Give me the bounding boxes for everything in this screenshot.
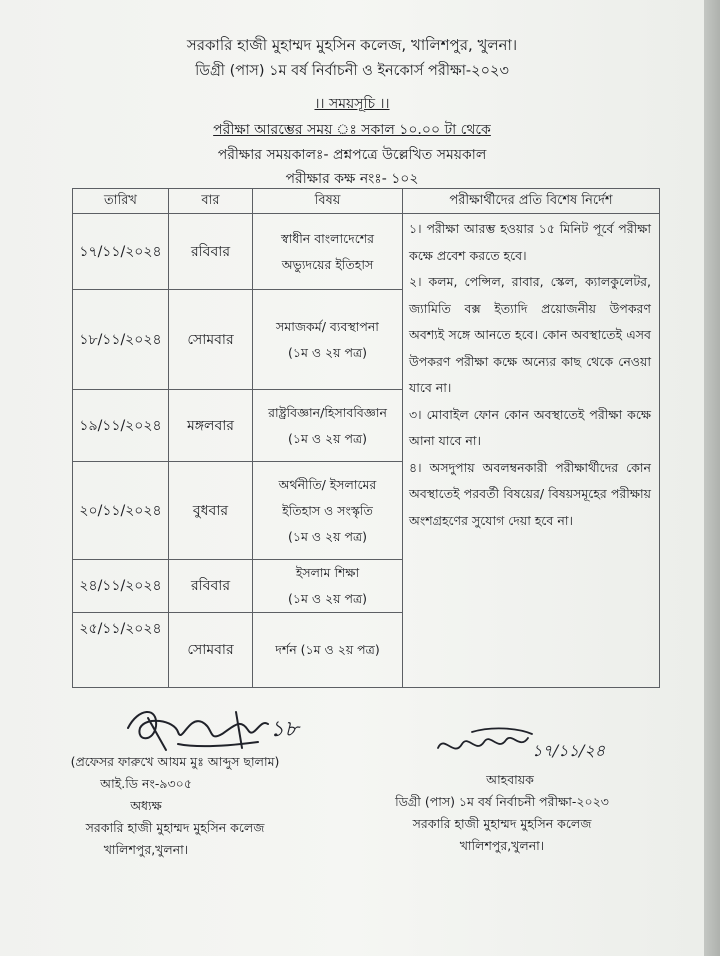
principal-id: আই.ডি নং-৯৩০৫ xyxy=(100,776,192,791)
principal-place: খালিশপুর,খুলনা। xyxy=(103,842,189,857)
row-subject xyxy=(253,390,403,462)
header-day: বার xyxy=(169,189,253,214)
row-day: মঙ্গলবার xyxy=(169,390,253,462)
row-day: বুধবার xyxy=(169,462,253,560)
start-time-text: পরীক্ষা আরম্ভের সময় ঃ সকাল ১০.০০ টা থেকে xyxy=(213,122,491,138)
principal-org: সরকারি হাজী মুহাম্মদ মুহসিন কলেজ xyxy=(85,820,265,835)
subject-line: স্বাধীন বাংলাদেশের xyxy=(280,230,375,246)
principal-name: (প্রফেসর ফারুখে আযম মুঃ আব্দুস ছালাম) xyxy=(70,754,280,769)
row-day: রবিবার xyxy=(169,214,253,290)
subject-line: (১ম ও ২য় পত্র) xyxy=(287,344,368,360)
principal-signature xyxy=(118,698,308,760)
subject-line: দর্শন (১ম ও ২য় পত্র) xyxy=(275,642,380,657)
row-subject xyxy=(253,560,403,613)
schedule-title-text: ।। সময়সূচি ।। xyxy=(314,96,390,112)
subject-line: ইসলাম শিক্ষা xyxy=(295,565,360,580)
row-day: সোমবার xyxy=(169,290,253,390)
header-instructions: পরীক্ষার্থীদের প্রতি বিশেষ নির্দেশ xyxy=(403,189,660,214)
header-subject: বিষয় xyxy=(253,189,403,214)
exam-room: পরীক্ষার কক্ষ নংঃ- ১০২ xyxy=(285,171,419,187)
schedule-title xyxy=(0,92,704,116)
subject-line: (১ম ও ২য় পত্র) xyxy=(287,430,368,446)
subject-line: অভ্যুদয়ের ইতিহাস xyxy=(281,256,374,272)
paper-edge-background xyxy=(704,0,720,956)
row-day: রবিবার xyxy=(169,560,253,613)
instructions-cell xyxy=(403,214,660,688)
exam-duration: পরীক্ষার সময়কালঃ- প্রশ্নপত্রে উল্লেখিত সময়কাল xyxy=(217,147,487,163)
subject-line: অর্থনীতি/ ইসলামের xyxy=(278,476,377,492)
row-date: ২৫/১১/২০২৪ xyxy=(73,613,169,688)
row-subject xyxy=(253,214,403,290)
subject-line: ইতিহাস ও সংস্কৃতি xyxy=(282,502,373,518)
row-date: ১৯/১১/২০২৪ xyxy=(73,390,169,462)
convener-org: সরকারি হাজী মুহাম্মদ মুহসিন কলেজ xyxy=(412,816,592,831)
principal-title: অধ্যক্ষ xyxy=(130,798,162,813)
row-subject xyxy=(253,613,403,688)
instruction-item: ১। পরীক্ষা আরম্ভ হওয়ার ১৫ মিনিট পূর্বে পরীক্ষা কক্ষে প্রবেশ করতে হবে। xyxy=(409,221,651,263)
row-day: সোমবার xyxy=(169,613,253,688)
row-date: ২০/১১/২০২৪ xyxy=(73,462,169,560)
convener-place: খালিশপুর,খুলনা। xyxy=(459,838,545,853)
start-time xyxy=(0,118,704,142)
exam-title: ডিগ্রী (পাস) ১ম বর্ষ নির্বাচনী ও ইনকোর্স পরীক্ষা-২০২৩ xyxy=(195,63,509,79)
subject-line: সমাজকর্ম/ ব্যবস্থাপনা xyxy=(276,318,379,334)
header-date: তারিখ xyxy=(73,189,169,214)
subject-line: (১ম ও ২য় পত্র) xyxy=(287,591,368,606)
college-name: সরকারি হাজী মুহাম্মদ মুহসিন কলেজ, খালিশপুর, খুলনা। xyxy=(186,36,518,54)
principal-handwritten-date: ১৮ xyxy=(270,717,299,742)
instruction-item: ৪। অসদুপায় অবলম্বনকারী পরীক্ষার্থীদের কোন অবস্থাতেই পরবর্তী বিষয়ের/ বিষয়সমূহের পরীক্ষায় অংশগ্রহণের সুযোগ দেয়া হবে না। xyxy=(409,459,651,528)
subject-line: (১ম ও ২য় পত্র) xyxy=(287,528,368,544)
row-date: ১৮/১১/২০২৪ xyxy=(73,290,169,390)
convener-signature xyxy=(432,724,642,770)
instruction-item: ৩। মোবাইল ফোন কোন অবস্থাতেই পরীক্ষা কক্ষে আনা যাবে না। xyxy=(409,406,651,448)
convener-title: আহবায়ক xyxy=(486,772,534,787)
schedule-table xyxy=(72,188,660,688)
table-header-row xyxy=(73,189,660,214)
instruction-item: ২। কলম, পেন্সিল, রাবার, স্কেল, ক্যালকুলেটর, জ্যামিতি বক্স ইত্যাদি প্রয়োজনীয় উপকরণ অবশ্যই সঙ্গে আনতে হবে। কোন অবস্থাতেই এসব উপকরণ পরীক্ষা কক্ষে অন্যের কাছ থেকে নেওয়া যাবে না। xyxy=(409,274,651,395)
row-date: ১৭/১১/২০২৪ xyxy=(73,214,169,290)
subject-line: রাষ্ট্রবিজ্ঞান/হিসাববিজ্ঞান xyxy=(268,404,387,420)
row-subject xyxy=(253,290,403,390)
convener-exam: ডিগ্রী (পাস) ১ম বর্ষ নির্বাচনী পরীক্ষা-২০২৩ xyxy=(395,794,609,809)
row-date: ২৪/১১/২০২৪ xyxy=(73,560,169,613)
row-subject xyxy=(253,462,403,560)
table-row xyxy=(73,214,660,290)
convener-handwritten-date: ১৭/১১/২৪ xyxy=(532,741,606,760)
